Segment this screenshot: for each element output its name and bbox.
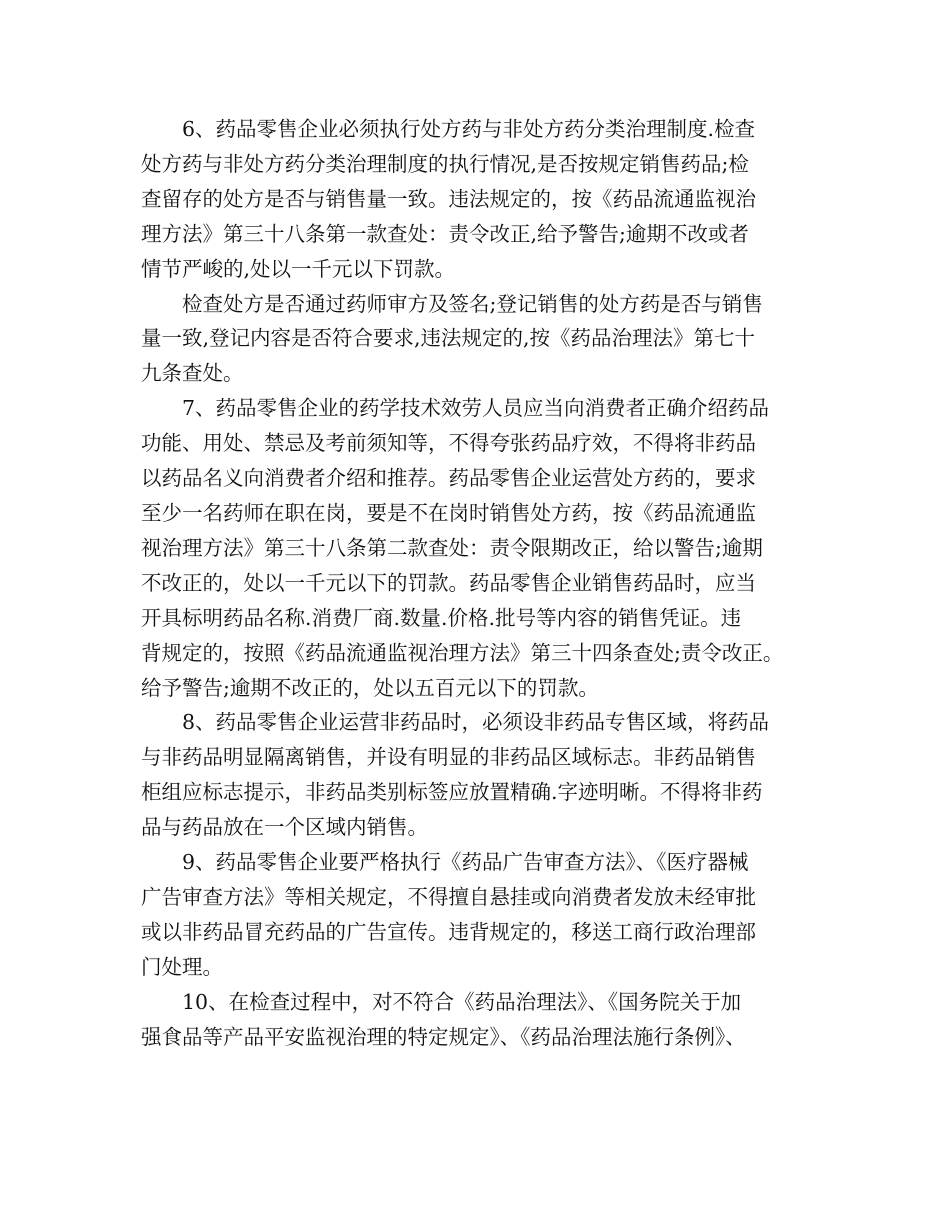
text-line: 不改正的，处以一千元以下的罚款。药品零售企业销售药品时，应当 [141,570,756,595]
document-body [141,112,823,1054]
paragraph-item-7 [141,391,823,705]
text-line: 检查处方是否通过药师审方及签名;登记销售的处方药是否与销售 [182,291,763,316]
paragraph-item-6 [141,112,823,287]
text-line: 以药品名义向消费者介绍和推荐。药品零售企业运营处方药的，要求 [141,466,756,491]
paragraph-item-10 [141,985,823,1055]
text-line: 9、药品零售企业要严格执行《药品广告审查方法》、《医疗器械 [182,850,749,875]
text-line: 查留存的处方是否与销售量一致。违法规定的，按《药品流通监视治 [141,186,756,211]
text-line: 处方药与非处方药分类治理制度的执行情况,是否按规定销售药品;检 [141,151,749,176]
paragraph-prescription-check [141,287,823,392]
paragraph-item-9 [141,845,823,985]
text-line: 理方法》第三十八条第一款查处：责令改正,给予警告;逾期不改或者 [141,221,749,246]
text-line: 九条查处。 [141,361,244,386]
text-line: 量一致,登记内容是否符合要求,违法规定的,按《药品治理法》第七十 [141,326,756,351]
text-line: 与非药品明显隔离销售，并设有明显的非药品区域标志。非药品销售 [141,745,756,770]
text-line: 视治理方法》第三十八条第二款查处：责令限期改正，给以警告;逾期 [141,535,763,560]
text-line: 7、药品零售企业的药学技术效劳人员应当向消费者正确介绍药品 [182,396,770,421]
text-line: 或以非药品冒充药品的广告宣传。违背规定的，移送工商行政治理部 [141,919,756,944]
text-line: 情节严峻的,处以一千元以下罚款。 [141,256,456,281]
text-line: 8、药品零售企业运营非药品时，必须设非药品专售区域，将药品 [182,710,770,735]
text-line: 强食品等产品平安监视治理的特定规定》、《药品治理法施行条例》、 [141,1024,746,1049]
paragraph-item-8 [141,705,823,845]
text-line: 品与药品放在一个区域内销售。 [141,815,428,840]
text-line: 至少一名药师在职在岗，要是不在岗时销售处方药，按《药品流通监 [141,500,756,525]
text-line: 6、药品零售企业必须执行处方药与非处方药分类治理制度.检查 [182,117,756,141]
text-line: 给予警告;逾期不改正的，处以五百元以下的罚款。 [141,675,599,700]
text-line: 广告审查方法》等相关规定，不得擅自悬挂或向消费者发放未经审批 [141,884,756,909]
text-line: 柜组应标志提示，非药品类别标签应放置精确.字迹明晰。不得将非药 [141,780,763,805]
text-line: 开具标明药品名称.消费厂商.数量.价格.批号等内容的销售凭证。违 [141,605,742,630]
text-line: 背规定的，按照《药品流通监视治理方法》第三十四条查处;责令改正。 [141,640,784,665]
text-line: 门处理。 [141,954,223,979]
text-line: 10、在检查过程中，对不符合《药品治理法》、《国务院关于加 [182,989,742,1014]
text-line: 功能、用处、禁忌及考前须知等，不得夸张药品疗效，不得将非药品 [141,431,756,456]
